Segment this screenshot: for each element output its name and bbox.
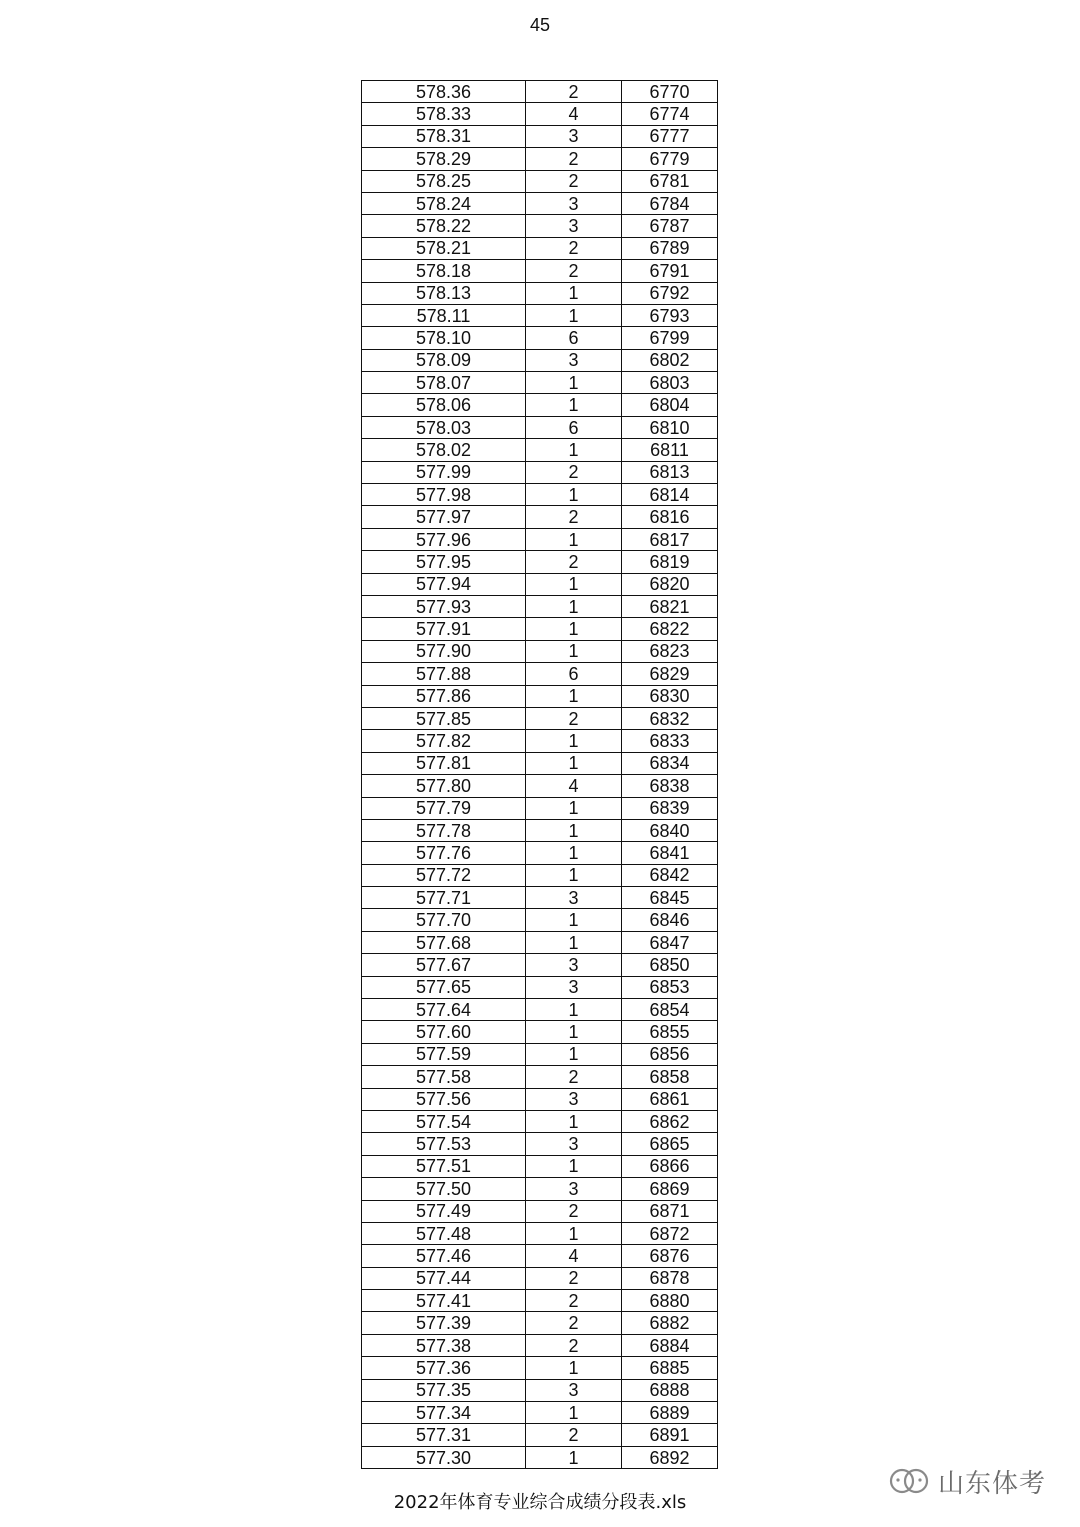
- table-row: [362, 170, 718, 192]
- score-cell: 577.65: [362, 976, 526, 998]
- score-cell: 577.76: [362, 842, 526, 864]
- score-cell: 578.09: [362, 349, 526, 371]
- cumulative-cell: 6861: [622, 1088, 718, 1110]
- table-row: [362, 685, 718, 707]
- score-cell: 578.24: [362, 192, 526, 214]
- score-cell: 577.59: [362, 1043, 526, 1065]
- cumulative-cell: 6871: [622, 1200, 718, 1222]
- score-cell: 578.21: [362, 237, 526, 259]
- count-cell: 1: [526, 864, 622, 886]
- cumulative-cell: 6846: [622, 909, 718, 931]
- cumulative-cell: 6834: [622, 752, 718, 774]
- count-cell: 2: [526, 237, 622, 259]
- count-cell: 1: [526, 797, 622, 819]
- count-cell: 2: [526, 461, 622, 483]
- score-cell: 577.49: [362, 1200, 526, 1222]
- cumulative-cell: 6804: [622, 394, 718, 416]
- score-cell: 577.67: [362, 954, 526, 976]
- watermark-text: 山东体考: [938, 1468, 1047, 1499]
- table-row: [362, 1402, 718, 1424]
- count-cell: 1: [526, 282, 622, 304]
- table-row: [362, 931, 718, 953]
- table-row: [362, 1066, 718, 1088]
- score-cell: 577.41: [362, 1290, 526, 1312]
- count-cell: 2: [526, 260, 622, 282]
- cumulative-cell: 6839: [622, 797, 718, 819]
- table-row: [362, 887, 718, 909]
- score-cell: 577.38: [362, 1334, 526, 1356]
- table-row: [362, 1200, 718, 1222]
- score-cell: 578.22: [362, 215, 526, 237]
- count-cell: 1: [526, 1043, 622, 1065]
- table-row: [362, 573, 718, 595]
- count-cell: 2: [526, 1267, 622, 1289]
- table-row: [362, 461, 718, 483]
- count-cell: 3: [526, 125, 622, 147]
- table-row: [362, 439, 718, 461]
- cumulative-cell: 6799: [622, 327, 718, 349]
- cumulative-cell: 6833: [622, 730, 718, 752]
- count-cell: 1: [526, 931, 622, 953]
- cumulative-cell: 6869: [622, 1178, 718, 1200]
- count-cell: 3: [526, 192, 622, 214]
- table-row: [362, 394, 718, 416]
- count-cell: 1: [526, 1110, 622, 1132]
- table-row: [362, 775, 718, 797]
- score-cell: 577.97: [362, 506, 526, 528]
- score-cell: 577.56: [362, 1088, 526, 1110]
- score-cell: 577.71: [362, 887, 526, 909]
- count-cell: 1: [526, 595, 622, 617]
- table-row: [362, 1312, 718, 1334]
- table-row: [362, 1043, 718, 1065]
- cumulative-cell: 6855: [622, 1021, 718, 1043]
- cumulative-cell: 6884: [622, 1334, 718, 1356]
- score-table: [361, 80, 718, 1469]
- count-cell: 6: [526, 327, 622, 349]
- count-cell: 4: [526, 775, 622, 797]
- table-row: [362, 484, 718, 506]
- count-cell: 3: [526, 1178, 622, 1200]
- page-number: 45: [529, 15, 551, 35]
- cumulative-cell: 6872: [622, 1222, 718, 1244]
- count-cell: 1: [526, 640, 622, 662]
- score-cell: 578.06: [362, 394, 526, 416]
- table-row: [362, 237, 718, 259]
- count-cell: 1: [526, 439, 622, 461]
- table-row: [362, 1379, 718, 1401]
- cumulative-cell: 6858: [622, 1066, 718, 1088]
- count-cell: 1: [526, 999, 622, 1021]
- table-row: [362, 148, 718, 170]
- score-cell: 577.91: [362, 618, 526, 640]
- score-cell: 577.64: [362, 999, 526, 1021]
- count-cell: 2: [526, 170, 622, 192]
- cumulative-cell: 6842: [622, 864, 718, 886]
- table-row: [362, 1357, 718, 1379]
- score-cell: 577.86: [362, 685, 526, 707]
- score-cell: 578.25: [362, 170, 526, 192]
- table-row: [362, 663, 718, 685]
- score-cell: 577.95: [362, 551, 526, 573]
- cumulative-cell: 6876: [622, 1245, 718, 1267]
- cumulative-cell: 6814: [622, 484, 718, 506]
- score-cell: 577.70: [362, 909, 526, 931]
- score-cell: 577.44: [362, 1267, 526, 1289]
- score-cell: 577.80: [362, 775, 526, 797]
- table-row: [362, 327, 718, 349]
- score-cell: 577.39: [362, 1312, 526, 1334]
- table-row: [362, 640, 718, 662]
- count-cell: 2: [526, 506, 622, 528]
- table-row: [362, 1155, 718, 1177]
- score-cell: 577.93: [362, 595, 526, 617]
- count-cell: 1: [526, 1446, 622, 1468]
- score-cell: 577.58: [362, 1066, 526, 1088]
- cumulative-cell: 6823: [622, 640, 718, 662]
- table-row: [362, 1178, 718, 1200]
- score-cell: 577.99: [362, 461, 526, 483]
- table-row: [362, 1267, 718, 1289]
- cumulative-cell: 6845: [622, 887, 718, 909]
- count-cell: 2: [526, 1290, 622, 1312]
- cumulative-cell: 6880: [622, 1290, 718, 1312]
- score-cell: 577.60: [362, 1021, 526, 1043]
- table-row: [362, 1133, 718, 1155]
- count-cell: 2: [526, 707, 622, 729]
- table-row: [362, 551, 718, 573]
- table-row: [362, 730, 718, 752]
- score-cell: 577.88: [362, 663, 526, 685]
- table-row: [362, 81, 718, 103]
- cumulative-cell: 6866: [622, 1155, 718, 1177]
- score-cell: 577.72: [362, 864, 526, 886]
- score-cell: 577.36: [362, 1357, 526, 1379]
- cumulative-cell: 6892: [622, 1446, 718, 1468]
- count-cell: 1: [526, 304, 622, 326]
- table-row: [362, 1222, 718, 1244]
- count-cell: 1: [526, 909, 622, 931]
- table-row: [362, 260, 718, 282]
- cumulative-cell: 6813: [622, 461, 718, 483]
- cumulative-cell: 6885: [622, 1357, 718, 1379]
- score-cell: 577.46: [362, 1245, 526, 1267]
- count-cell: 2: [526, 1200, 622, 1222]
- cumulative-cell: 6793: [622, 304, 718, 326]
- count-cell: 1: [526, 842, 622, 864]
- count-cell: 3: [526, 954, 622, 976]
- table-row: [362, 752, 718, 774]
- cumulative-cell: 6838: [622, 775, 718, 797]
- cumulative-cell: 6810: [622, 416, 718, 438]
- table-row: [362, 842, 718, 864]
- count-cell: 4: [526, 103, 622, 125]
- cumulative-cell: 6862: [622, 1110, 718, 1132]
- table-row: [362, 125, 718, 147]
- score-cell: 578.33: [362, 103, 526, 125]
- cumulative-cell: 6770: [622, 81, 718, 103]
- score-cell: 577.54: [362, 1110, 526, 1132]
- cumulative-cell: 6856: [622, 1043, 718, 1065]
- count-cell: 3: [526, 349, 622, 371]
- count-cell: 1: [526, 730, 622, 752]
- count-cell: 4: [526, 1245, 622, 1267]
- cumulative-cell: 6822: [622, 618, 718, 640]
- score-cell: 577.96: [362, 528, 526, 550]
- count-cell: 2: [526, 1066, 622, 1088]
- table-row: [362, 1110, 718, 1132]
- count-cell: 1: [526, 752, 622, 774]
- score-cell: 577.34: [362, 1402, 526, 1424]
- table-row: [362, 1290, 718, 1312]
- count-cell: 2: [526, 1334, 622, 1356]
- score-cell: 577.30: [362, 1446, 526, 1468]
- score-cell: 577.82: [362, 730, 526, 752]
- table-row: [362, 215, 718, 237]
- count-cell: 2: [526, 1424, 622, 1446]
- cumulative-cell: 6841: [622, 842, 718, 864]
- score-cell: 577.79: [362, 797, 526, 819]
- count-cell: 3: [526, 887, 622, 909]
- cumulative-cell: 6847: [622, 931, 718, 953]
- cumulative-cell: 6865: [622, 1133, 718, 1155]
- cumulative-cell: 6821: [622, 595, 718, 617]
- count-cell: 1: [526, 1222, 622, 1244]
- cumulative-cell: 6774: [622, 103, 718, 125]
- table-row: [362, 416, 718, 438]
- table-row: [362, 618, 718, 640]
- count-cell: 3: [526, 976, 622, 998]
- table-row: [362, 528, 718, 550]
- table-row: [362, 192, 718, 214]
- cumulative-cell: 6891: [622, 1424, 718, 1446]
- cumulative-cell: 6830: [622, 685, 718, 707]
- score-cell: 577.68: [362, 931, 526, 953]
- score-cell: 577.94: [362, 573, 526, 595]
- cumulative-cell: 6803: [622, 372, 718, 394]
- score-cell: 577.50: [362, 1178, 526, 1200]
- score-cell: 577.48: [362, 1222, 526, 1244]
- score-cell: 577.35: [362, 1379, 526, 1401]
- score-cell: 578.02: [362, 439, 526, 461]
- cumulative-cell: 6784: [622, 192, 718, 214]
- count-cell: 1: [526, 1155, 622, 1177]
- cumulative-cell: 6811: [622, 439, 718, 461]
- cumulative-cell: 6817: [622, 528, 718, 550]
- cumulative-cell: 6819: [622, 551, 718, 573]
- cumulative-cell: 6850: [622, 954, 718, 976]
- count-cell: 1: [526, 394, 622, 416]
- count-cell: 1: [526, 372, 622, 394]
- count-cell: 2: [526, 551, 622, 573]
- score-cell: 577.53: [362, 1133, 526, 1155]
- count-cell: 3: [526, 215, 622, 237]
- table-row: [362, 372, 718, 394]
- score-cell: 577.81: [362, 752, 526, 774]
- count-cell: 1: [526, 618, 622, 640]
- score-cell: 578.03: [362, 416, 526, 438]
- cumulative-cell: 6878: [622, 1267, 718, 1289]
- table-row: [362, 1245, 718, 1267]
- cumulative-cell: 6832: [622, 707, 718, 729]
- table-row: [362, 103, 718, 125]
- count-cell: 1: [526, 819, 622, 841]
- score-cell: 578.13: [362, 282, 526, 304]
- cumulative-cell: 6816: [622, 506, 718, 528]
- cumulative-cell: 6787: [622, 215, 718, 237]
- cumulative-cell: 6779: [622, 148, 718, 170]
- table-row: [362, 797, 718, 819]
- score-cell: 578.36: [362, 81, 526, 103]
- count-cell: 3: [526, 1133, 622, 1155]
- cumulative-cell: 6853: [622, 976, 718, 998]
- score-cell: 578.10: [362, 327, 526, 349]
- cumulative-cell: 6882: [622, 1312, 718, 1334]
- count-cell: 1: [526, 1402, 622, 1424]
- table-row: [362, 595, 718, 617]
- table-row: [362, 999, 718, 1021]
- score-cell: 577.78: [362, 819, 526, 841]
- cumulative-cell: 6840: [622, 819, 718, 841]
- score-cell: 577.90: [362, 640, 526, 662]
- table-row: [362, 304, 718, 326]
- score-cell: 578.11: [362, 304, 526, 326]
- table-row: [362, 349, 718, 371]
- cumulative-cell: 6791: [622, 260, 718, 282]
- table-row: [362, 282, 718, 304]
- score-cell: 578.18: [362, 260, 526, 282]
- score-cell: 578.31: [362, 125, 526, 147]
- table-row: [362, 909, 718, 931]
- score-cell: 577.85: [362, 707, 526, 729]
- count-cell: 1: [526, 685, 622, 707]
- footer-title: 2022年体育专业综合成绩分段表.xls: [393, 1492, 687, 1513]
- count-cell: 6: [526, 663, 622, 685]
- count-cell: 1: [526, 1021, 622, 1043]
- cumulative-cell: 6789: [622, 237, 718, 259]
- score-cell: 577.31: [362, 1424, 526, 1446]
- table-row: [362, 506, 718, 528]
- score-table-body: [362, 81, 718, 1469]
- score-cell: 577.51: [362, 1155, 526, 1177]
- table-row: [362, 707, 718, 729]
- table-row: [362, 976, 718, 998]
- table-row: [362, 1334, 718, 1356]
- cumulative-cell: 6820: [622, 573, 718, 595]
- count-cell: 1: [526, 484, 622, 506]
- cumulative-cell: 6829: [622, 663, 718, 685]
- cumulative-cell: 6781: [622, 170, 718, 192]
- table-row: [362, 1088, 718, 1110]
- cumulative-cell: 6888: [622, 1379, 718, 1401]
- score-cell: 578.29: [362, 148, 526, 170]
- table-row: [362, 864, 718, 886]
- cumulative-cell: 6802: [622, 349, 718, 371]
- count-cell: 6: [526, 416, 622, 438]
- count-cell: 2: [526, 1312, 622, 1334]
- count-cell: 1: [526, 573, 622, 595]
- score-cell: 578.07: [362, 372, 526, 394]
- cumulative-cell: 6792: [622, 282, 718, 304]
- cumulative-cell: 6854: [622, 999, 718, 1021]
- table-row: [362, 1446, 718, 1468]
- count-cell: 1: [526, 528, 622, 550]
- table-row: [362, 1021, 718, 1043]
- cumulative-cell: 6889: [622, 1402, 718, 1424]
- count-cell: 2: [526, 148, 622, 170]
- count-cell: 3: [526, 1379, 622, 1401]
- count-cell: 1: [526, 1357, 622, 1379]
- count-cell: 2: [526, 81, 622, 103]
- table-row: [362, 819, 718, 841]
- table-row: [362, 1424, 718, 1446]
- table-row: [362, 954, 718, 976]
- cumulative-cell: 6777: [622, 125, 718, 147]
- count-cell: 3: [526, 1088, 622, 1110]
- score-cell: 577.98: [362, 484, 526, 506]
